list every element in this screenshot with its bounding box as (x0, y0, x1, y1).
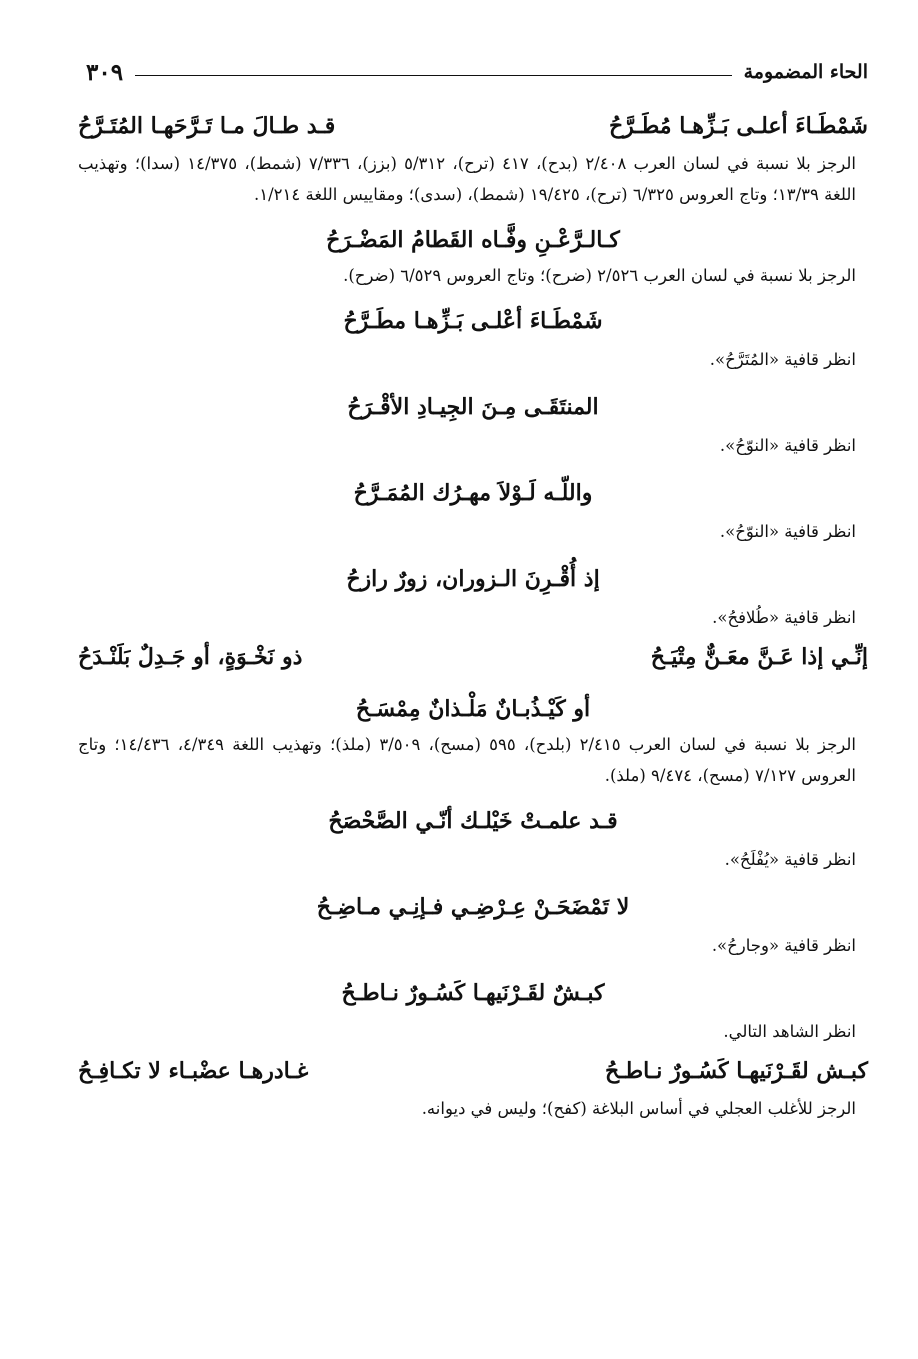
verse-line: كـالـرَّعْـنِ وفَّـاه القَطامُ المَضْـرَحُ (326, 227, 620, 253)
verse-line: إذ أُقْـرِنَ الـزوران، زورٌ رازحُ (346, 566, 600, 592)
verse-second-hemistich: قـد طـالَ مـا تَـرَّحَهـا المُتَـرَّحُ (78, 113, 336, 139)
verse-line (78, 1049, 868, 1093)
verse-first-hemistich: شَمْطَـاءَ أعلـى بَـزِّهـا مُطَـرَّحُ (608, 113, 868, 139)
source-note: الرجز للأغلب العجلي في أساس البلاغة (كفح)؛ وليس في ديوانه. (421, 1099, 856, 1118)
source-note: الرجز بلا نسبة في لسان العرب ٢/٥٢٦ (ضرح)؛ وتاج العروس ٦/٥٢٩ (ضرح). (343, 266, 856, 285)
cross-reference: انظر قافية «النوّحُ». (719, 436, 856, 455)
cross-reference: انظر قافية «النوّحُ». (719, 522, 856, 541)
verse-second-hemistich: ذو نَخْـوَةٍ، أو جَـدِلٌ بَلَنْـدَحُ (78, 644, 303, 670)
source-note: الرجز بلا نسبة في لسان العرب ٢/٤١٥ (بلدح)، ٥٩٥ (مسح)، ٣/٥٠٩ (ملذ)؛ وتهذيب اللغة ٤/٣٤٩، ١٤/٤٣٦؛ وتاج العروس ٧/١٢٧ (مسح)، ٩/٤٧٤ (ملذ). (78, 735, 857, 785)
running-title: الحاء المضمومة (743, 61, 868, 83)
page-number: ٣٠٩ (86, 58, 124, 86)
verse-line (78, 104, 868, 148)
verse-line: قـد علمـتْ خَيْلـك أنّـي الصَّحْصَحُ (328, 808, 618, 834)
cross-reference: انظر قافية «يُفْلَحُ». (724, 850, 856, 869)
verse-second-hemistich: غـادرهـا عضْبـاء لا تكـافِـحُ (78, 1058, 309, 1084)
verse-line: المنتَقَـى مِـنَ الجِيـادِ الأقْـرَحُ (347, 394, 599, 420)
page-header (86, 54, 868, 90)
verse-line: لا تَمْضَحَـنْ عِـرْضِـي فـإنِـي مـاضِـحُ (316, 894, 630, 920)
cross-reference: انظر قافية «المُتَرَّحُ». (709, 350, 856, 369)
page-body (78, 104, 868, 1124)
verse-first-hemistich: إنِّـي إذا عَـنَّ معَـنٌّ مِتْيَـحُ (650, 644, 868, 670)
verse-line: أو كَيْـذُبـانٌ مَلْـذانٌ مِمْسَـحُ (355, 696, 591, 722)
cross-reference: انظر قافية «طُلافحُ». (712, 608, 856, 627)
verse-line: واللّـه لَـوْلاَ مهـرُك المُمَـرَّحُ (353, 480, 593, 506)
cross-reference: انظر قافية «وجارحُ». (711, 936, 856, 955)
verse-first-hemistich: كبـش لقَـرْنَيهـا كَسُـورٌ نـاطـحُ (604, 1058, 868, 1084)
source-note: الرجز بلا نسبة في لسان العرب ٢/٤٠٨ (بدح)، ٤١٧ (ترح)، ٥/٣١٢ (بزز)، ٧/٣٣٦ (شمط)، ١٤/٣٧٥ (سدا)؛ وتهذيب اللغة ١٣/٣٩؛ وتاج العروس ٦/٣٢٥ (ترح)، ١٩/٤٢٥ (شمط)، (سدى)؛ ومقاييس اللغة ١/٢١٤. (78, 154, 856, 204)
verse-line: كبـشٌ لقَـرْنَيهـا كَسُـورٌ نـاطـحُ (341, 980, 605, 1006)
header-rule (135, 75, 732, 76)
verse-line (78, 635, 868, 679)
verse-line: شَمْطَـاءَ أعْلـى بَـزِّهـا مطَـرَّحُ (343, 308, 603, 334)
cross-reference: انظر الشاهد التالي. (723, 1022, 856, 1041)
